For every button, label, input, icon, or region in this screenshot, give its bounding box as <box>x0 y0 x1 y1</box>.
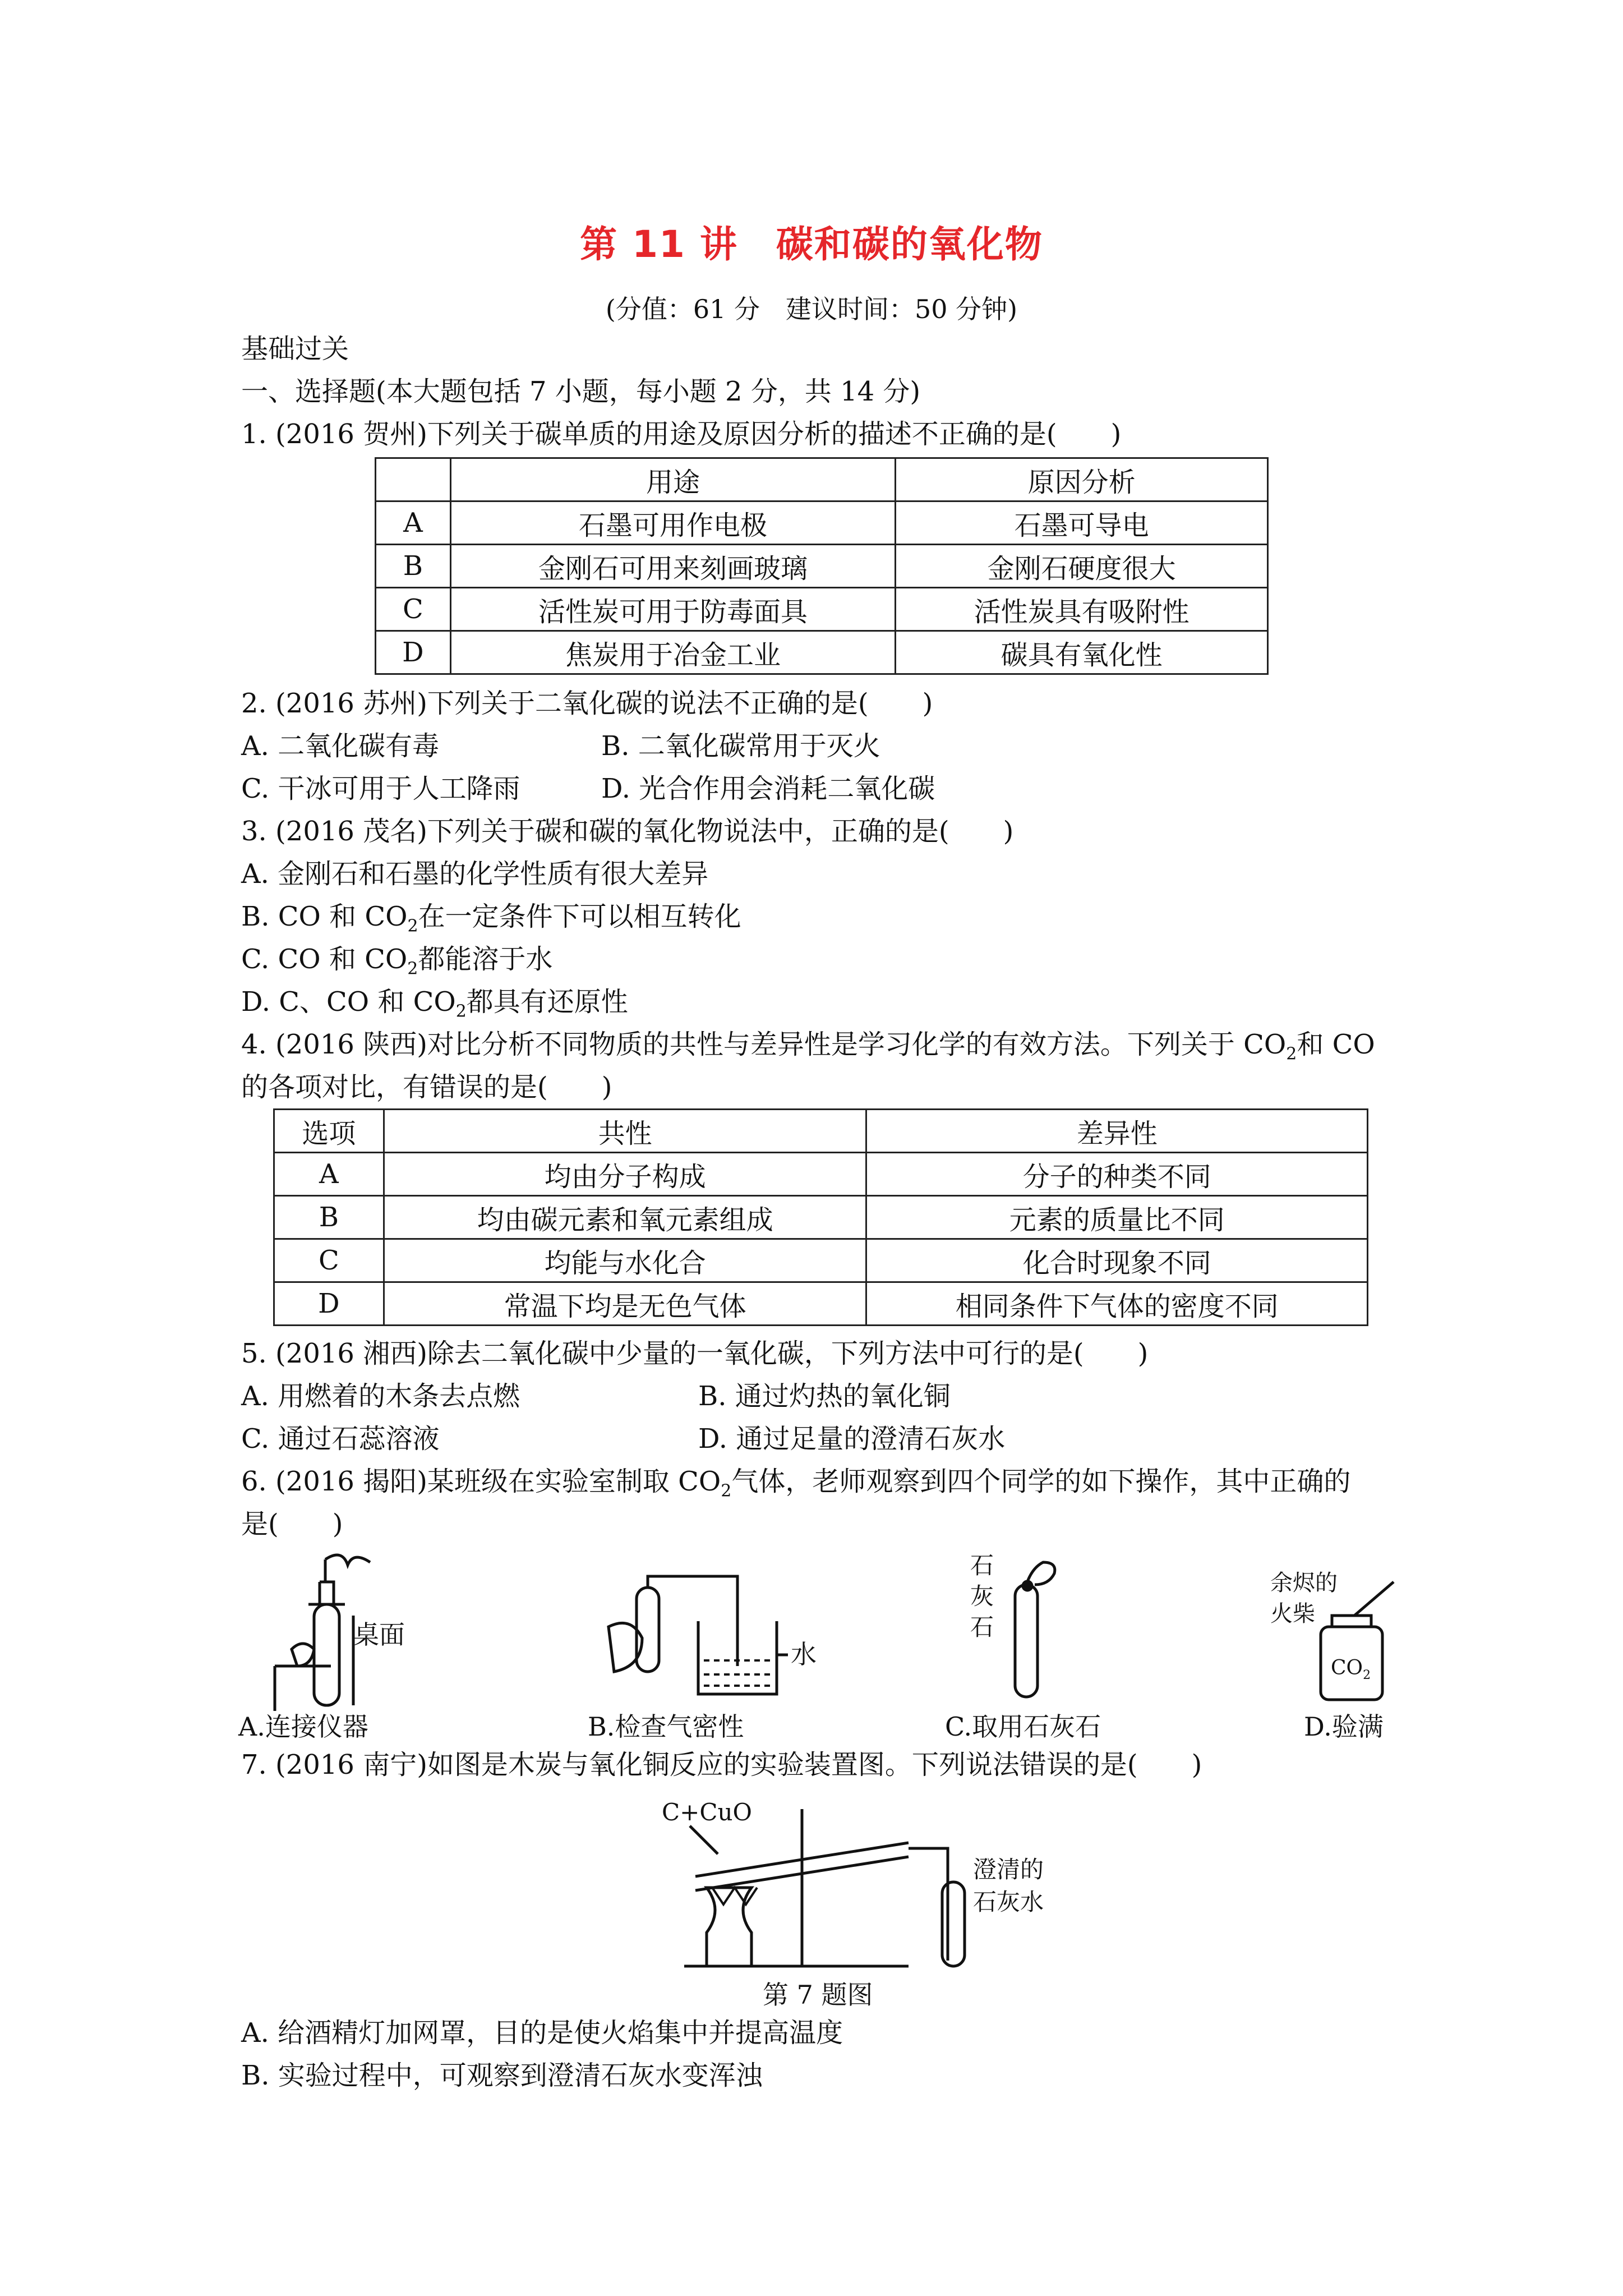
q7-figure <box>656 1792 993 1977</box>
table-cell: 差异性 <box>866 1110 1368 1153</box>
table-cell: 焦炭用于冶金工业 <box>450 631 895 674</box>
q4-stem-line2: 的各项对比，有错误的是( ) <box>241 1071 612 1103</box>
table-cell: 石墨可用作电极 <box>450 501 895 545</box>
table-cell: 选项 <box>274 1110 384 1153</box>
table-row <box>376 588 1268 631</box>
q3-option-c: C. CO 和 $CO_2$都能溶于水 <box>241 944 553 979</box>
q6-fig-b-label: 水 <box>791 1639 817 1669</box>
q2-option-b: B. 二氧化碳常用于灭火 <box>601 730 880 762</box>
table-cell: D <box>274 1282 384 1326</box>
q7-stem: 7. (2016 南宁)如图是木炭与氧化铜反应的实验装置图。下列说法错误的是( ) <box>241 1749 1202 1780</box>
table-cell: 活性炭具有吸附性 <box>896 588 1268 631</box>
table-cell: A <box>376 501 451 545</box>
table-cell: 石墨可导电 <box>896 501 1268 545</box>
page-subtitle: (分值：61 分 建议时间：50 分钟) <box>605 294 1018 324</box>
q3-option-a: A. 金刚石和石墨的化学性质有很大差异 <box>241 858 709 890</box>
table-cell: 金刚石可用来刻画玻璃 <box>450 545 895 588</box>
q6-figure-b <box>597 1571 817 1705</box>
table-cell: B <box>274 1196 384 1239</box>
q5-option-d: D. 通过足量的澄清石灰水 <box>698 1423 1006 1455</box>
q3-option-b: B. CO 和 $CO_2$在一定条件下可以相互转化 <box>241 901 741 936</box>
table-cell: D <box>376 631 451 674</box>
q6-caption-d: D.验满 <box>1304 1711 1384 1742</box>
table-cell: A <box>274 1153 384 1196</box>
table-row <box>274 1239 1368 1282</box>
q6-fig-c-label-1: 石 <box>970 1552 994 1579</box>
q7-option-b: B. 实验过程中，可观察到澄清石灰水变浑浊 <box>241 2060 763 2091</box>
table-cell: 金刚石硬度很大 <box>896 545 1268 588</box>
table-row <box>376 631 1268 674</box>
q6-fig-c-label-2: 灰 <box>970 1582 994 1610</box>
table-cell: 均由分子构成 <box>384 1153 866 1196</box>
q6-fig-d-label-1: 余烬的 <box>1270 1570 1338 1596</box>
table-cell: 碳具有氧化性 <box>896 631 1268 674</box>
table-row <box>274 1110 1368 1153</box>
q6-figure-a <box>269 1548 460 1717</box>
q6-caption-c: C.取用石灰石 <box>945 1711 1101 1742</box>
table-row <box>376 501 1268 545</box>
q2-option-c: C. 干冰可用于人工降雨 <box>241 773 520 804</box>
table-row <box>274 1196 1368 1239</box>
table-cell: 分子的种类不同 <box>866 1153 1368 1196</box>
q6-caption-b: B.检查气密性 <box>588 1711 744 1742</box>
q2-option-a: A. 二氧化碳有毒 <box>241 730 440 762</box>
q4-stem: 4. (2016 陕西)对比分析不同物质的共性与差异性是学习化学的有效方法。下列关于 $CO_2$和 CO <box>241 1029 1375 1064</box>
q6-fig-c-label-3: 石 <box>970 1613 994 1641</box>
q6-caption-a: A.连接仪器 <box>238 1711 368 1742</box>
q2-option-d: D. 光合作用会消耗二氧化碳 <box>601 773 935 804</box>
q5-option-c: C. 通过石蕊溶液 <box>241 1423 440 1455</box>
table-cell: 均由碳元素和氧元素组成 <box>384 1196 866 1239</box>
q4-table <box>273 1108 1368 1326</box>
q1-table <box>375 457 1269 675</box>
table-cell: 原因分析 <box>896 458 1268 501</box>
table-cell: 元素的质量比不同 <box>866 1196 1368 1239</box>
q6-stem: 6. (2016 揭阳)某班级在实验室制取 $CO_2$气体，老师观察到四个同学的如下操作，其中正确的 <box>241 1466 1351 1501</box>
q6-fig-d-label-2: 火柴 <box>1270 1601 1315 1627</box>
table-cell: B <box>376 545 451 588</box>
q7-fig-limewater-label-2: 石灰水 <box>973 1888 1044 1916</box>
page-title: 第 11 讲 碳和碳的氧化物 <box>580 223 1043 266</box>
table-cell: 均能与水化合 <box>384 1239 866 1282</box>
table-row <box>376 458 1268 501</box>
table-cell: 共性 <box>384 1110 866 1153</box>
table-cell: C <box>376 588 451 631</box>
table-cell: C <box>274 1239 384 1282</box>
table-row <box>376 545 1268 588</box>
q7-fig-reagent-label: C+CuO <box>662 1798 752 1826</box>
table-cell: 化合时现象不同 <box>866 1239 1368 1282</box>
table-row <box>274 1282 1368 1326</box>
q3-stem: 3. (2016 茂名)下列关于碳和碳的氧化物说法中，正确的是( ) <box>241 816 1014 847</box>
q3-option-d: D. C、CO 和 $CO_2$都具有还原性 <box>241 986 628 1022</box>
table-cell: 用途 <box>450 458 895 501</box>
table-cell: 活性炭可用于防毒面具 <box>450 588 895 631</box>
table-row <box>274 1153 1368 1196</box>
q7-figure-caption: 第 7 题图 <box>763 1980 873 2010</box>
q1-stem: 1. (2016 贺州)下列关于碳单质的用途及原因分析的描述不正确的是( ) <box>241 418 1122 450</box>
q7-option-a: A. 给酒精灯加网罩，目的是使火焰集中并提高温度 <box>241 2017 843 2049</box>
q6-fig-d-bottle-label: $CO_2$ <box>1331 1657 1371 1682</box>
q6-figure-d <box>1270 1565 1410 1705</box>
q6-figure-c <box>965 1551 1077 1708</box>
q2-stem: 2. (2016 苏州)下列关于二氧化碳的说法不正确的是( ) <box>241 688 933 719</box>
section-heading: 基础过关 <box>241 333 349 365</box>
q5-stem: 5. (2016 湘西)除去二氧化碳中少量的一氧化碳，下列方法中可行的是( ) <box>241 1338 1149 1369</box>
q6-fig-a-label: 桌面 <box>353 1619 405 1650</box>
q7-fig-limewater-label-1: 澄清的 <box>973 1856 1044 1883</box>
q5-option-a: A. 用燃着的木条去点燃 <box>241 1381 520 1412</box>
part-heading: 一、选择题(本大题包括 7 小题，每小题 2 分，共 14 分) <box>241 376 921 407</box>
table-cell: 相同条件下气体的密度不同 <box>866 1282 1368 1326</box>
table-cell: 常温下均是无色气体 <box>384 1282 866 1326</box>
q6-stem-line2: 是( ) <box>241 1508 343 1540</box>
table-cell <box>376 458 451 501</box>
q5-option-b: B. 通过灼热的氧化铜 <box>698 1381 951 1412</box>
